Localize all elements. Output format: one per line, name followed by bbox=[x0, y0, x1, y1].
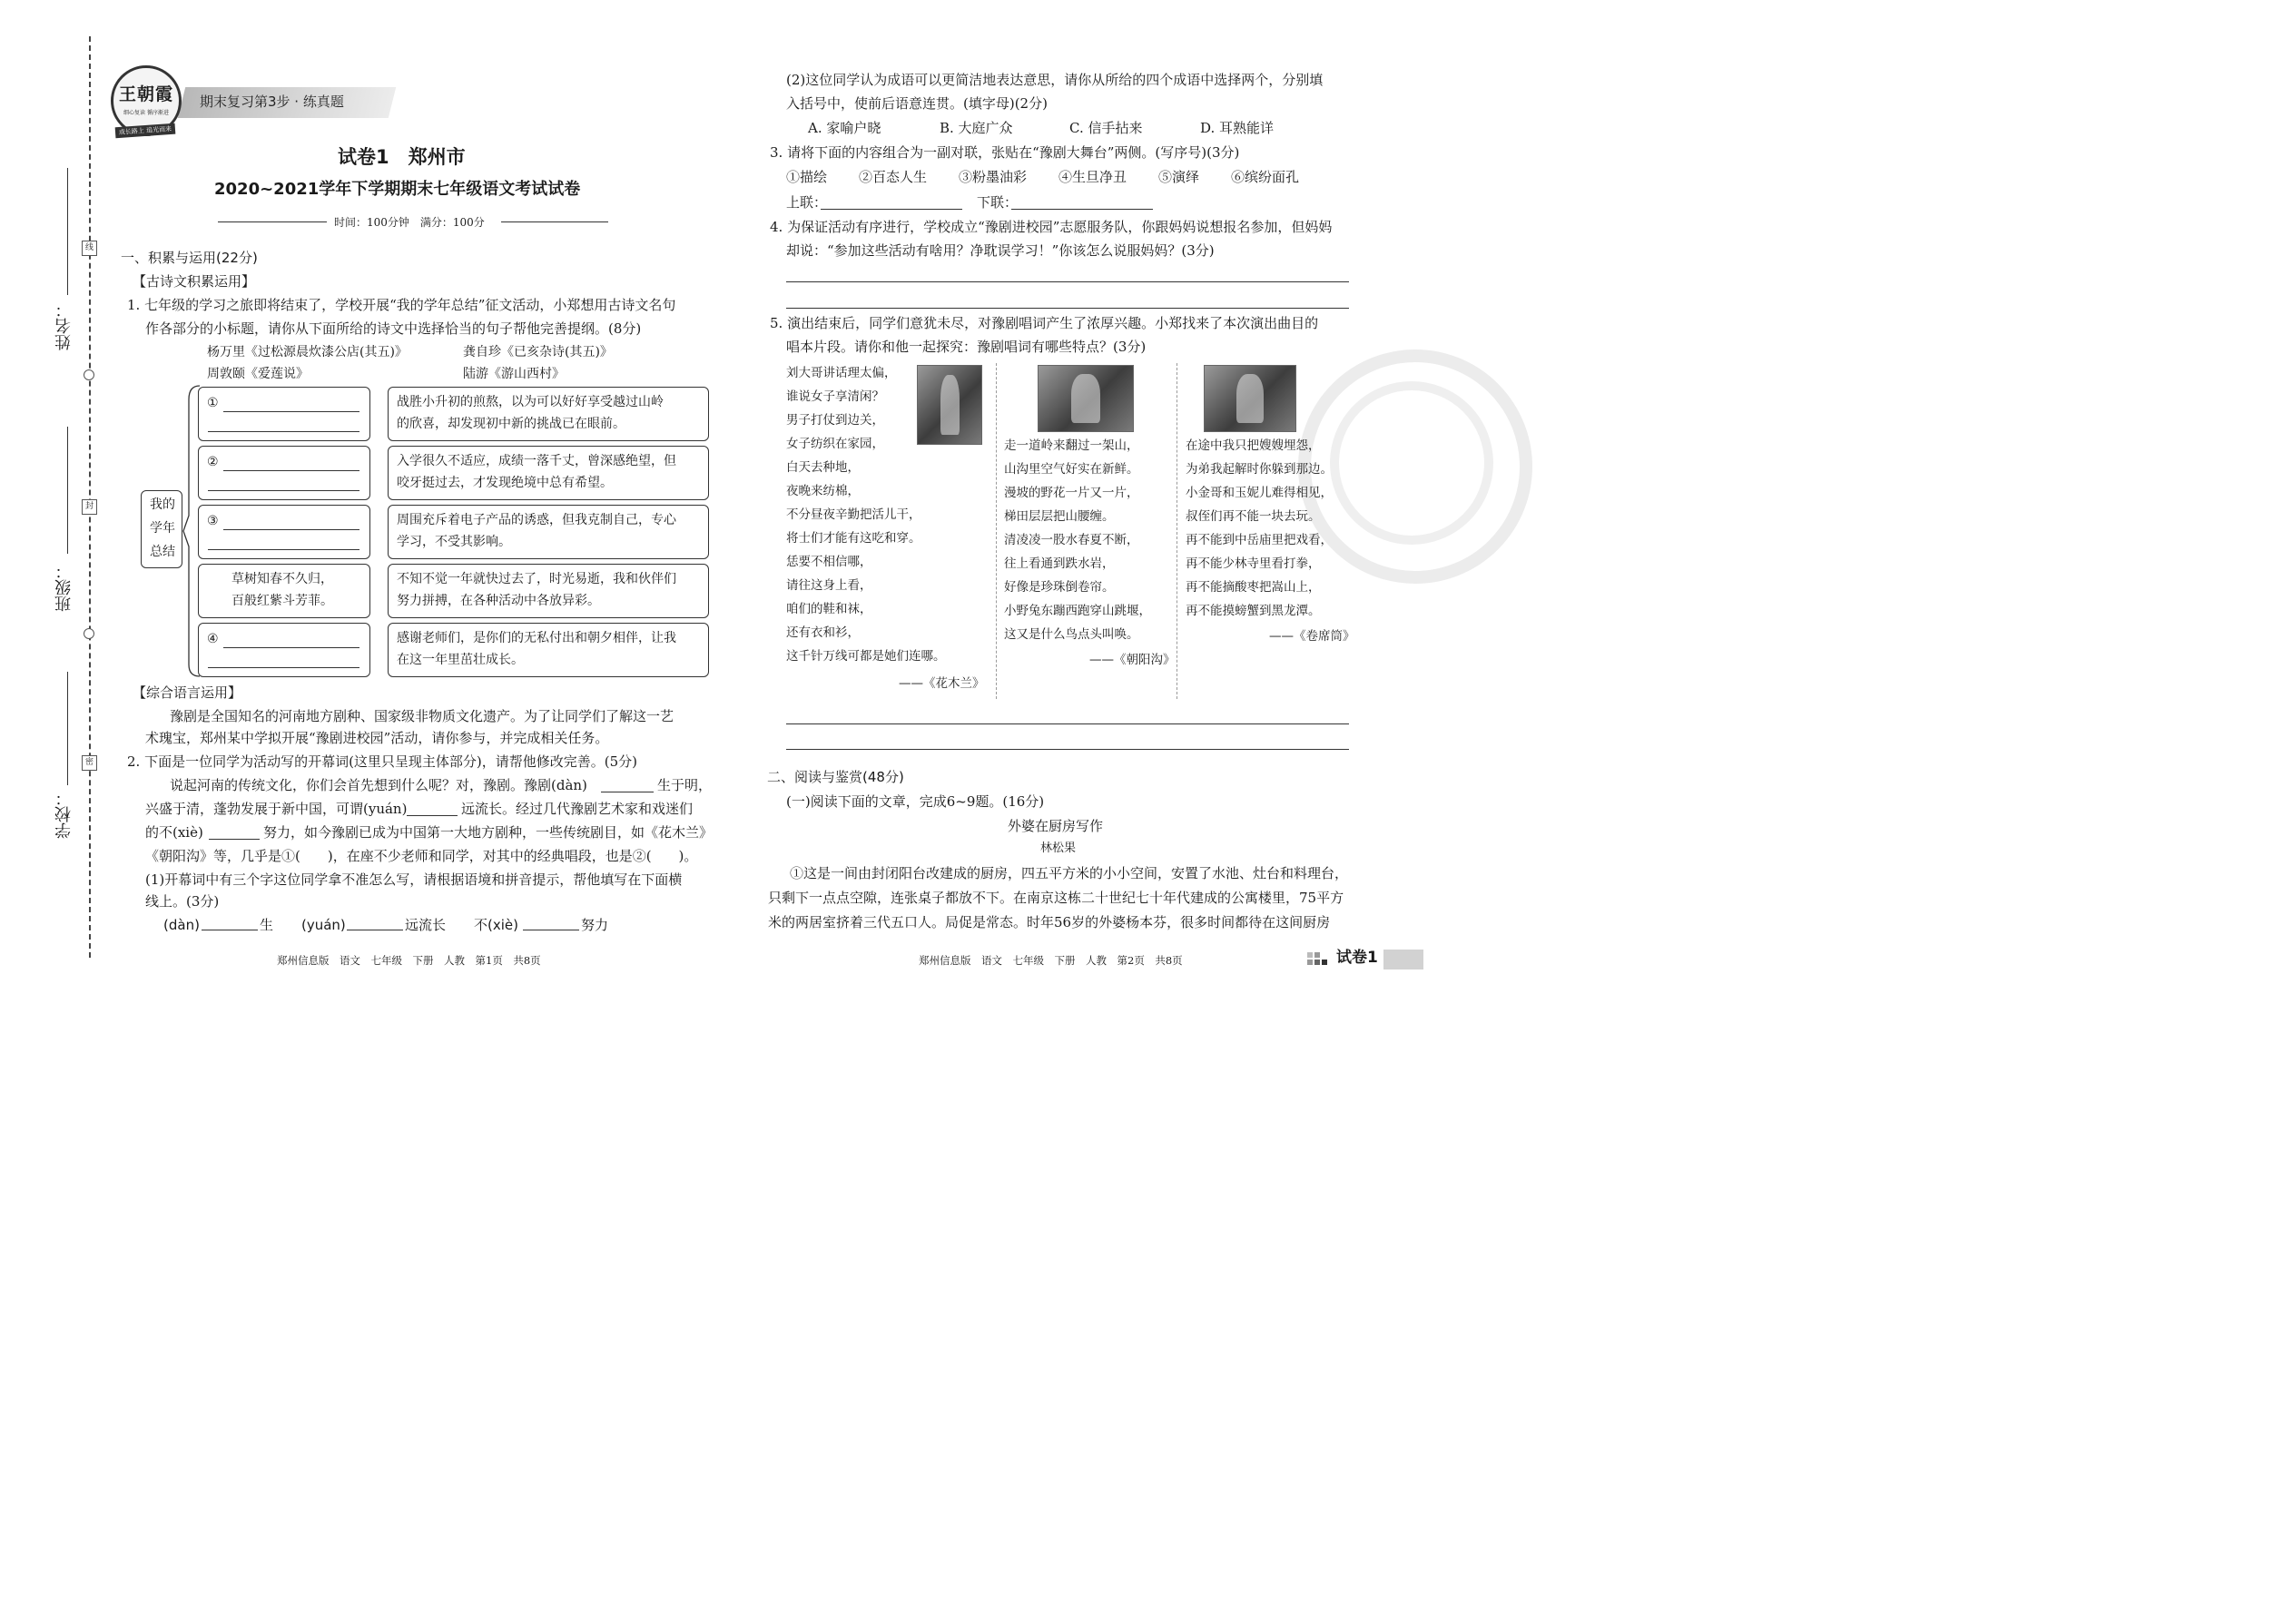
question-4-text: 4. 为保证活动有序进行，学校成立“豫剧进校园”志愿服务队，你跟妈妈说想报名参加，但妈妈 bbox=[770, 219, 1333, 235]
lyric-line: 为弟我起解时你躲到那边。 bbox=[1186, 462, 1333, 477]
outline-description: 的欣喜，却发现初中新的挑战已在眼前。 bbox=[397, 417, 625, 431]
poem-source: 杨万里《过松源晨炊漆公店(其五)》 bbox=[207, 345, 408, 359]
outline-answer-box[interactable] bbox=[198, 623, 370, 677]
answer-line[interactable] bbox=[208, 431, 359, 432]
divider bbox=[218, 221, 327, 222]
paper-tab-label: 试卷1 bbox=[1336, 949, 1378, 967]
school-field[interactable] bbox=[67, 672, 68, 785]
subsection-heading: 【综合语言运用】 bbox=[133, 684, 242, 701]
fill-blank[interactable] bbox=[209, 839, 260, 840]
outline-description: 在这一年里茁壮成长。 bbox=[397, 653, 524, 667]
speech-text: 兴盛于清，蓬勃发展于新中国，可谓(yuán) bbox=[145, 801, 408, 817]
lyrics-source: ——《花木兰》 bbox=[899, 676, 985, 691]
answer-mark: ④ bbox=[207, 632, 219, 646]
outline-description: 不知不觉一年就快过去了，时光易逝，我和伙伴们 bbox=[397, 572, 676, 586]
idiom-option: B. 大庭广众 bbox=[940, 120, 1013, 136]
article-paragraph: 米的两居室挤着三代五口人。局促是常态。时年56岁的外婆杨本芬，很多时间都待在这间厨房 bbox=[768, 914, 1331, 930]
idiom-option: A. 家喻户晓 bbox=[808, 120, 881, 136]
answer-line[interactable] bbox=[208, 667, 359, 668]
outline-example-box bbox=[198, 564, 370, 618]
page-title: 2020~2021学年下学期期末七年级语文考试试卷 bbox=[214, 180, 581, 199]
fill-prompt: 远流长 bbox=[405, 917, 447, 933]
center-label: 学年 bbox=[150, 521, 175, 536]
outline-description: 感谢老师们，是你们的无私付出和朝夕相伴，让我 bbox=[397, 631, 676, 645]
lyric-line: 好像是珍珠倒卷帘。 bbox=[1004, 580, 1115, 595]
answer-line[interactable] bbox=[786, 308, 1349, 309]
lyrics-source: ——《卷席筒》 bbox=[1269, 629, 1355, 644]
opera-photo-juanxitong bbox=[1204, 365, 1296, 432]
speech-text: 努力，如今豫剧已成为中国第一大地方剧种，一些传统剧目，如《花木兰》 bbox=[263, 824, 714, 841]
article-author: 林松果 bbox=[1040, 842, 1077, 855]
fill-blank[interactable] bbox=[407, 815, 458, 816]
lyric-line: 这又是什么鸟点头叫唤。 bbox=[1004, 627, 1139, 642]
lyrics-column-chaoyanggou bbox=[1004, 434, 1151, 646]
fill-prompt: (dàn) bbox=[163, 917, 200, 933]
lyric-line: 将士们才能有这吃和穿。 bbox=[786, 531, 921, 546]
couplet-item: ⑥缤纷面孔 bbox=[1231, 169, 1300, 185]
speech-text: 远流长。经过几代豫剧艺术家和戏迷们 bbox=[461, 801, 694, 817]
class-label: 班级： bbox=[54, 563, 74, 612]
answer-line[interactable] bbox=[223, 411, 359, 412]
watermark bbox=[1330, 381, 1493, 545]
exam-meta: 时间：100分钟 满分：100分 bbox=[334, 216, 485, 229]
lyric-line: 夜晚来纺棉， bbox=[786, 484, 860, 498]
section-heading: 二、阅读与鉴赏(48分) bbox=[767, 769, 904, 785]
brand-ribbon: 成长路上 追光而来 bbox=[115, 123, 176, 139]
question-2-1-text: (1)开幕词中有三个字这位同学拿不准怎么写，请根据语境和拼音提示，帮他填写在下面横 bbox=[145, 871, 683, 888]
center-label: 总结 bbox=[150, 545, 175, 559]
lyrics-column-juanxitong bbox=[1186, 434, 1333, 623]
fill-prompt: 努力 bbox=[581, 917, 609, 933]
couplet-item: ②百态人生 bbox=[859, 169, 928, 185]
couplet-down-label: 下联： bbox=[977, 194, 1019, 211]
page-footer: 郑州信息版 语文 七年级 下册 人教 第1页 共8页 bbox=[277, 954, 541, 967]
outline-description: 咬牙挺过去，才发现绝境中总有希望。 bbox=[397, 476, 613, 490]
outline-description-box bbox=[388, 387, 709, 441]
example-poem-line: 百般红紫斗芳菲。 bbox=[231, 594, 333, 608]
lyric-line: 再不能少林寺里看打拳， bbox=[1186, 556, 1321, 571]
speech-text: 生于明， bbox=[657, 777, 713, 793]
binding-dashed-line bbox=[89, 36, 91, 958]
answer-line[interactable] bbox=[208, 549, 359, 550]
lyrics-column-mulan bbox=[786, 361, 946, 668]
answer-line[interactable] bbox=[223, 470, 359, 471]
example-poem-line: 草树知春不久归， bbox=[231, 572, 333, 586]
class-field[interactable] bbox=[67, 427, 68, 554]
poem-source: 周敦颐《爱莲说》 bbox=[207, 367, 309, 381]
outline-description-box bbox=[388, 505, 709, 559]
school-label: 学校： bbox=[54, 790, 74, 839]
name-label: 姓名： bbox=[54, 301, 74, 350]
question-2-2-text: (2)这位同学认为成语可以更简洁地表达意思，请你从所给的四个成语中选择两个，分别填 bbox=[786, 72, 1324, 88]
answer-line[interactable] bbox=[786, 281, 1349, 282]
divider bbox=[501, 221, 608, 222]
fill-prompt: (yuán) bbox=[301, 917, 346, 933]
step-banner-text: 期末复习第3步 · 练真题 bbox=[200, 94, 344, 110]
seal-box-line: 线 bbox=[82, 241, 97, 256]
lyric-line: 白天去种地， bbox=[786, 460, 860, 475]
outline-description-box bbox=[388, 623, 709, 677]
lyric-line: 再不能摘酸枣把嵩山上， bbox=[1186, 580, 1321, 595]
lyric-line: 请往这身上看， bbox=[786, 578, 872, 593]
answer-line[interactable] bbox=[208, 490, 359, 491]
lyric-line: 再不能到中岳庙里把戏看， bbox=[1186, 533, 1333, 547]
question-3-text: 3. 请将下面的内容组合为一副对联，张贴在“豫剧大舞台”两侧。(写序号)(3分) bbox=[770, 144, 1240, 161]
question-5-text: 唱本片段。请你和他一起探究：豫剧唱词有哪些特点？(3分) bbox=[786, 339, 1147, 355]
speech-text: 《朝阳沟》等，几乎是①( )，在座不少老师和同学，对其中的经典唱段，也是②( )。 bbox=[145, 848, 698, 864]
lyrics-source: ——《朝阳沟》 bbox=[1089, 653, 1176, 667]
lyric-line: 小金哥和玉妮儿难得相见， bbox=[1186, 486, 1333, 500]
paper-number: 试卷1 郑州市 bbox=[338, 146, 466, 168]
article-paragraph: ①这是一间由封闭阳台改建成的厨房，四五平方米的小小空间，安置了水池、灶台和料理台， bbox=[790, 865, 1349, 881]
question-4-text: 却说：“参加这些活动有啥用？净耽误学习！”你该怎么说服妈妈？(3分) bbox=[786, 242, 1215, 259]
outline-description: 战胜小升初的煎熬，以为可以好好享受越过山岭 bbox=[397, 395, 664, 409]
outline-description-box bbox=[388, 564, 709, 618]
seal-box-secret: 密 bbox=[82, 755, 97, 771]
answer-line[interactable] bbox=[786, 749, 1349, 750]
reading-instruction: (一)阅读下面的文章，完成6~9题。(16分) bbox=[786, 793, 1045, 810]
outline-answer-box[interactable] bbox=[198, 387, 370, 441]
outline-answer-box[interactable] bbox=[198, 446, 370, 500]
lyric-line: 往上看通到跌水岩， bbox=[1004, 556, 1115, 571]
answer-line[interactable] bbox=[223, 647, 359, 648]
lyric-line: 走一道岭来翻过一架山， bbox=[1004, 438, 1139, 453]
couplet-down-field[interactable] bbox=[1011, 209, 1153, 210]
binding-hole bbox=[84, 628, 94, 639]
center-label: 我的 bbox=[150, 497, 175, 512]
section-heading: 一、积累与运用(22分) bbox=[121, 250, 258, 266]
fill-prompt: 不(xiè) bbox=[474, 917, 518, 933]
lyric-line: 咱们的鞋和袜， bbox=[786, 602, 872, 616]
fill-prompt: 生 bbox=[260, 917, 274, 933]
poem-source: 陆游《游山西村》 bbox=[463, 367, 565, 381]
lyric-line: 恁要不相信哪， bbox=[786, 555, 872, 569]
lyric-line: 不分昼夜辛勤把活儿干， bbox=[786, 507, 921, 522]
couplet-item: ①描绘 bbox=[786, 169, 828, 185]
question-1-text: 作各部分的小标题，请你从下面所给的诗文中选择恰当的句子帮他完善提纲。(8分) bbox=[145, 320, 642, 337]
lyric-line: 谁说女子享清闲？ bbox=[786, 389, 884, 404]
question-1-text: 1. 七年级的学习之旅即将结束了，学校开展“我的学年总结”征文活动，小郑想用古诗文名句 bbox=[127, 297, 676, 313]
article-paragraph: 只剩下一点点空隙，连张桌子都放不下。在南京这栋二十世纪七十年代建成的公寓楼里，75平方 bbox=[768, 890, 1344, 906]
lyric-line: 女子纺织在家园， bbox=[786, 437, 884, 451]
answer-mark: ② bbox=[207, 455, 219, 469]
answer-line[interactable] bbox=[223, 529, 359, 530]
outline-description-box bbox=[388, 446, 709, 500]
opera-photo-chaoyanggou bbox=[1038, 365, 1134, 432]
couplet-item: ⑤演绎 bbox=[1158, 169, 1200, 185]
answer-mark: ③ bbox=[207, 514, 219, 528]
lyric-line: 清凌凌一股水春夏不断， bbox=[1004, 533, 1139, 547]
lyric-line: 漫坡的野花一片又一片， bbox=[1004, 486, 1139, 500]
column-divider bbox=[996, 363, 997, 699]
article-title: 外婆在厨房写作 bbox=[1008, 818, 1104, 834]
question-5-text: 5. 演出结束后，同学们意犹未尽，对豫剧唱词产生了浓厚兴趣。小郑找来了本次演出曲目的 bbox=[770, 315, 1319, 331]
page-footer: 郑州信息版 语文 七年级 下册 人教 第2页 共8页 bbox=[919, 954, 1183, 967]
seal-box-seal: 封 bbox=[82, 499, 97, 515]
poem-source: 龚自珍《已亥杂诗(其五)》 bbox=[463, 345, 613, 359]
corner-squares-icon bbox=[1307, 952, 1334, 967]
outline-answer-box[interactable] bbox=[198, 505, 370, 559]
outline-description: 努力拼搏，在各种活动中各放异彩。 bbox=[397, 594, 600, 608]
lyric-line: 梯田层层把山腰缠。 bbox=[1004, 509, 1115, 524]
outline-description: 学习，不受其影响。 bbox=[397, 535, 511, 549]
lyric-line: 再不能摸螃蟹到黑龙潭。 bbox=[1186, 604, 1321, 618]
idiom-option: D. 耳熟能详 bbox=[1200, 120, 1275, 136]
question-2-2-text: 入括号中，使前后语意连贯。(填字母)(2分) bbox=[786, 95, 1048, 112]
brand-tagline: 细心复读 循序渐进 bbox=[123, 110, 169, 116]
subsection-heading: 【古诗文积累运用】 bbox=[133, 273, 256, 290]
lyric-line: 刘大哥讲话理太偏， bbox=[786, 366, 897, 380]
outline-description: 入学很久不适应，成绩一落千丈，曾深感绝望，但 bbox=[397, 454, 676, 468]
outline-description: 周围充斥着电子产品的诱惑，但我克制自己，专心 bbox=[397, 513, 676, 527]
couplet-up-label: 上联： bbox=[786, 194, 828, 211]
speech-text: 的不(xiè) bbox=[145, 824, 203, 841]
brand-name: 王朝霞 bbox=[118, 84, 173, 104]
lyric-line: 这千针万线可都是她们连哪。 bbox=[786, 649, 946, 664]
answer-line[interactable] bbox=[786, 723, 1349, 724]
lyric-line: 还有衣和衫， bbox=[786, 625, 860, 640]
question-2-1-text: 线上。(3分) bbox=[145, 893, 220, 910]
paper-tab bbox=[1383, 950, 1423, 969]
idiom-option: C. 信手拈来 bbox=[1069, 120, 1143, 136]
lyric-line: 叔侄们再不能一块去玩。 bbox=[1186, 509, 1321, 524]
answer-mark: ① bbox=[207, 396, 219, 410]
lyric-line: 男子打仗到边关， bbox=[786, 413, 884, 428]
speech-text: 说起河南的传统文化，你们会首先想到什么呢？对，豫剧。豫剧(dàn) bbox=[170, 777, 587, 793]
couplet-item: ③粉墨油彩 bbox=[959, 169, 1028, 185]
lyric-line: 在途中我只把嫂嫂埋怨， bbox=[1186, 438, 1321, 453]
lyric-line: 山沟里空气好实在新鲜。 bbox=[1004, 462, 1139, 477]
question-2-text: 2. 下面是一位同学为活动写的开幕词(这里只呈现主体部分)，请帮他修改完善。(5分) bbox=[127, 753, 638, 770]
name-field[interactable] bbox=[67, 168, 68, 295]
lyric-line: 小野兔东蹦西跑穿山跳堰， bbox=[1004, 604, 1151, 618]
binding-hole bbox=[84, 369, 94, 380]
couplet-item: ④生旦净丑 bbox=[1058, 169, 1127, 185]
intro-paragraph: 豫剧是全国知名的河南地方剧种、国家级非物质文化遗产。为了让同学们了解这一艺 bbox=[170, 708, 674, 724]
center-label-box bbox=[141, 490, 182, 568]
couplet-up-field[interactable] bbox=[821, 209, 962, 210]
intro-paragraph: 术瑰宝，郑州某中学拟开展“豫剧进校园”活动，请你参与，并完成相关任务。 bbox=[145, 730, 609, 746]
